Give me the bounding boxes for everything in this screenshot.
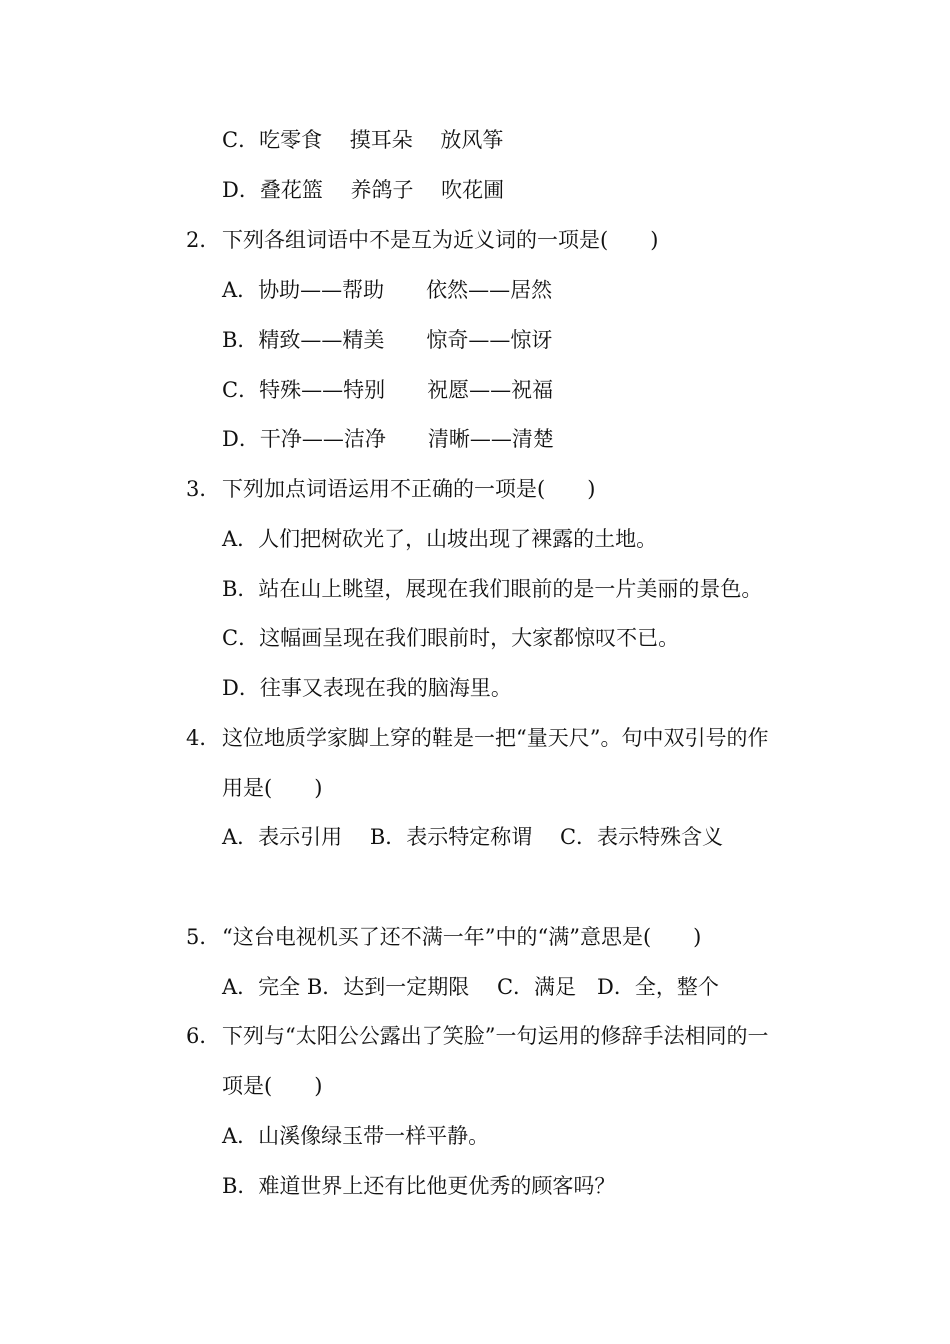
q5-options: A．完全 B．达到一定期限 C．满足 D．全，整个: [222, 975, 719, 999]
q5-number: 5．: [186, 925, 221, 949]
q3-option-b: B．站在山上眺望，展现在我们眼前的是一片美丽的景色。: [222, 577, 763, 601]
q3-option-c: C．这幅画呈现在我们眼前时，大家都惊叹不已。: [222, 626, 680, 650]
q4-stem-line2: 用是( ): [222, 776, 323, 800]
q3-option-a: A．人们把树砍光了，山坡出现了裸露的土地。: [222, 527, 658, 551]
q6-option-a: A．山溪像绿玉带一样平静。: [222, 1124, 490, 1148]
q2-option-c: C．特殊——特别 祝愿——祝福: [222, 378, 554, 402]
q2-option-a: A．协助——帮助 依然——居然: [222, 278, 553, 302]
q4-number: 4．: [186, 726, 221, 750]
q6-stem-line1: 下列与“太阳公公露出了笑脸”一句运用的修辞手法相同的一: [222, 1024, 769, 1048]
q4-options: A．表示引用 B．表示特定称谓 C．表示特殊含义: [222, 825, 724, 849]
q6-stem-line2: 项是( ): [222, 1074, 323, 1098]
q6-option-b: B．难道世界上还有比他更优秀的顾客吗？: [222, 1174, 616, 1198]
q3-option-d: D．往事又表现在我的脑海里。: [222, 676, 512, 700]
q2-option-b: B．精致——精美 惊奇——惊讶: [222, 328, 553, 352]
q6-number: 6．: [186, 1024, 221, 1048]
q2-number: 2．: [186, 228, 221, 252]
q5-stem: “这台电视机买了还不满一年”中的“满”意思是( ): [222, 925, 702, 949]
q3-stem: 下列加点词语运用不正确的一项是( ): [222, 477, 596, 501]
q2-option-d: D．干净——洁净 清晰——清楚: [222, 427, 554, 451]
q4-stem-line1: 这位地质学家脚上穿的鞋是一把“量天尺”。句中双引号的作: [222, 726, 769, 750]
q2-stem: 下列各组词语中不是互为近义词的一项是( ): [222, 228, 659, 252]
q1-option-c: C．吃零食 摸耳朵 放风筝: [222, 128, 504, 152]
q3-number: 3．: [186, 477, 221, 501]
q1-option-d: D．叠花篮 养鸽子 吹花圃: [222, 178, 505, 202]
